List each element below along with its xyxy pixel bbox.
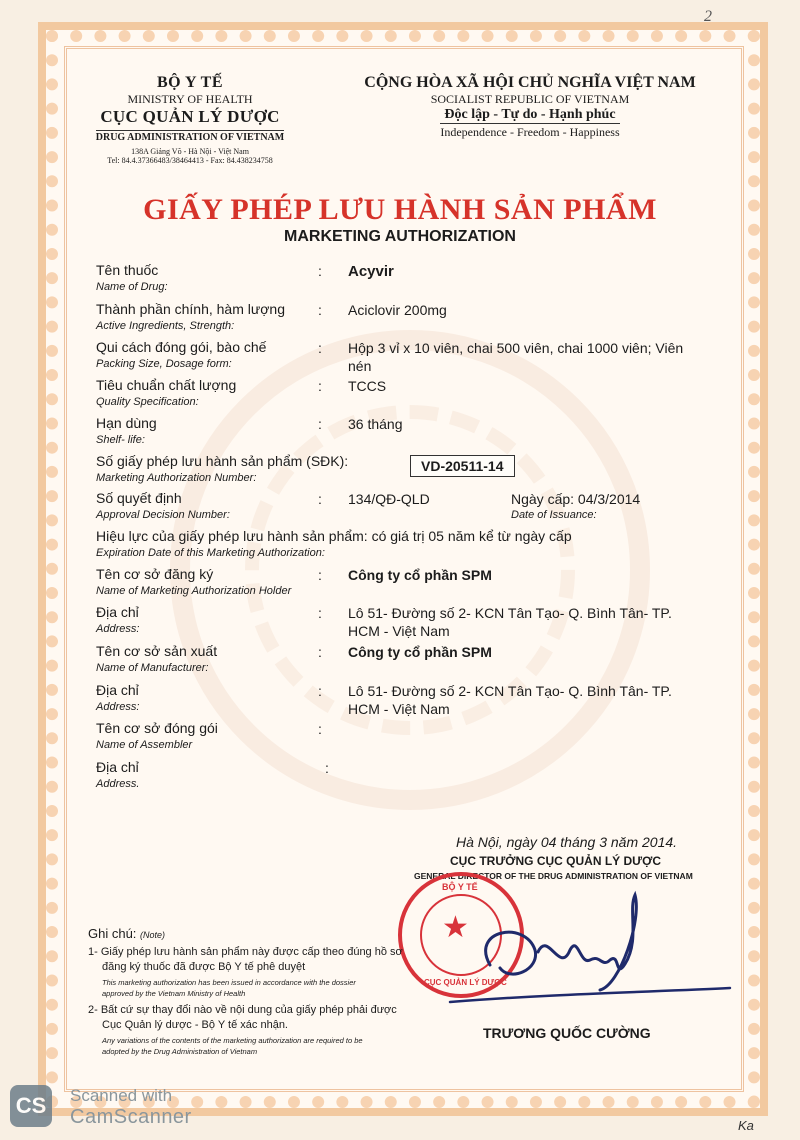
validity-label-en: Expiration Date of this Marketing Authorization: xyxy=(96,547,325,559)
colon: : xyxy=(318,416,322,432)
assembler-address-label-en: Address. xyxy=(96,778,140,790)
motto-en: Independence - Freedom - Happiness xyxy=(440,125,620,139)
issue-date-en: Date of Issuance: xyxy=(511,509,597,521)
scanner-line2: CamScanner xyxy=(70,1106,192,1128)
colon: : xyxy=(318,491,322,507)
colon: : xyxy=(318,378,322,394)
colon: : xyxy=(325,760,329,776)
validity-label: Hiệu lực của giấy phép lưu hành sản phẩm: có giá trị 05 năm kể từ ngày cấp xyxy=(96,528,572,544)
ingredients-value: Aciclovir 200mg xyxy=(348,302,447,318)
manufacturer-label-en: Name of Manufacturer: xyxy=(96,662,209,674)
colon: : xyxy=(318,644,322,660)
reg-number-label-en: Marketing Authorization Number: xyxy=(96,472,257,484)
dept-vi: CỤC QUẢN LÝ DƯỢC xyxy=(100,107,280,126)
colon: : xyxy=(318,721,322,737)
note2-line2: Cục Quản lý dược - Bộ Y tế xác nhận. xyxy=(102,1019,288,1031)
packing-value-line1: Hộp 3 vỉ x 10 viên, chai 500 viên, chai 1000 viên; Viên xyxy=(348,340,684,356)
notes-heading-en: (Note) xyxy=(140,930,166,940)
page-number: 2 xyxy=(704,8,712,25)
colon: : xyxy=(318,605,322,621)
holder-address-line2: HCM - Việt Nam xyxy=(348,623,450,639)
manufacturer-address-label: Địa chỉ xyxy=(96,682,139,698)
manufacturer-value: Công ty cổ phần SPM xyxy=(348,644,492,660)
issuer-phone: Tel: 84.4.37366483/38464413 - Fax: 84.438234758 xyxy=(107,156,273,165)
note2-en-line2: adopted by the Drug Administration of Vietnam xyxy=(102,1047,258,1056)
assembler-label-en: Name of Assembler xyxy=(96,739,193,751)
manufacturer-address-label-en: Address: xyxy=(96,701,140,713)
scanner-line1: Scanned with xyxy=(70,1086,173,1105)
holder-address-label-en: Address: xyxy=(96,623,140,635)
reg-number-label: Số giấy phép lưu hành sản phẩm (SĐK): xyxy=(96,453,349,469)
colon: : xyxy=(318,340,322,356)
dept-en: DRUG ADMINISTRATION OF VIETNAM xyxy=(95,132,285,143)
holder-value: Công ty cổ phần SPM xyxy=(348,567,492,583)
motto-vi: Độc lập - Tự do - Hạnh phúc xyxy=(444,107,616,122)
colon: : xyxy=(318,302,322,318)
drug-name-label: Tên thuốc xyxy=(96,262,159,278)
document-subtitle: MARKETING AUTHORIZATION xyxy=(284,228,516,245)
note1-en-line2: approved by the Vietnam Ministry of Health xyxy=(102,989,246,998)
packing-label-en: Packing Size, Dosage form: xyxy=(96,358,232,370)
initials: Ka xyxy=(738,1118,754,1133)
republic-vi: CỘNG HÒA XÃ HỘI CHỦ NGHĨA VIỆT NAM xyxy=(364,74,696,91)
note1-en-line1: This marketing authorization has been issued in accordance with the dossier xyxy=(102,978,356,987)
quality-label-en: Quality Specification: xyxy=(96,396,199,408)
colon: : xyxy=(318,263,322,279)
issue-date: Ngày cấp: 04/3/2014 xyxy=(511,491,641,507)
shelf-life-value: 36 tháng xyxy=(348,416,403,432)
holder-label: Tên cơ sở đăng ký xyxy=(96,566,214,582)
quality-label: Tiêu chuẩn chất lượng xyxy=(96,377,237,393)
stamp-top-text: BỘ Y TẾ xyxy=(442,882,478,892)
signer-title-vi: CỤC TRƯỞNG CỤC QUẢN LÝ DƯỢC xyxy=(450,854,662,868)
quality-value: TCCS xyxy=(348,378,387,394)
document-title: GIẤY PHÉP LƯU HÀNH SẢN PHẨM xyxy=(143,193,657,226)
colon: : xyxy=(318,567,322,583)
notes-heading-vi: Ghi chú: xyxy=(88,926,137,941)
colon: : xyxy=(318,683,322,699)
decision-label-en: Approval Decision Number: xyxy=(96,509,230,521)
packing-value-line2: nén xyxy=(348,358,372,374)
ministry-en: MINISTRY OF HEALTH xyxy=(127,92,253,106)
holder-address-label: Địa chỉ xyxy=(96,604,139,620)
republic-en: SOCIALIST REPUBLIC OF VIETNAM xyxy=(430,92,630,106)
place-date: Hà Nội, ngày 04 tháng 3 năm 2014. xyxy=(456,834,678,850)
signer-title-en: GENERAL DIRECTOR OF THE DRUG ADMINISTRATION OF VIETNAM xyxy=(414,871,693,881)
ministry-vi: BỘ Y TẾ xyxy=(156,74,224,91)
note2-line1: 2- Bất cứ sự thay đổi nào về nội dung của giấy phép phải được xyxy=(88,1004,397,1016)
signer-name: TRƯƠNG QUỐC CƯỜNG xyxy=(483,1025,651,1041)
shelf-life-label: Hạn dùng xyxy=(96,415,157,431)
assembler-address-label: Địa chỉ xyxy=(96,759,139,775)
decision-label: Số quyết định xyxy=(96,490,182,506)
assembler-label: Tên cơ sở đóng gói xyxy=(96,720,218,736)
reg-number-box: VD-20511-14 xyxy=(410,455,515,477)
stamp-bottom-text: CỤC QUẢN LÝ DƯỢC xyxy=(424,978,507,987)
notes-heading xyxy=(88,926,165,941)
holder-label-en: Name of Marketing Authorization Holder xyxy=(96,585,292,597)
republic-header xyxy=(350,74,710,141)
manufacturer-label: Tên cơ sở sản xuất xyxy=(96,643,218,659)
issuer-header xyxy=(80,74,300,165)
shelf-life-label-en: Shelf- life: xyxy=(96,434,145,446)
manufacturer-address-line2: HCM - Việt Nam xyxy=(348,701,450,717)
camscanner-logo-icon: CS xyxy=(10,1085,52,1127)
manufacturer-address-line1: Lô 51- Đường số 2- KCN Tân Tạo- Q. Bình Tân- TP. xyxy=(348,683,672,699)
star-icon: ★ xyxy=(442,911,469,944)
holder-address-line1: Lô 51- Đường số 2- KCN Tân Tạo- Q. Bình Tân- TP. xyxy=(348,605,672,621)
issuer-address: 138A Giảng Võ - Hà Nội - Việt Nam xyxy=(131,147,249,156)
ingredients-label: Thành phần chính, hàm lượng xyxy=(96,301,286,317)
drug-name-value: Acyvir xyxy=(348,263,394,280)
drug-name-label-en: Name of Drug: xyxy=(96,281,168,293)
packing-label: Qui cách đóng gói, bào chế xyxy=(96,339,267,355)
note1-line1: 1- Giấy phép lưu hành sản phẩm này được cấp theo đúng hồ sơ xyxy=(88,946,403,958)
note2-en-line1: Any variations of the contents of the marketing authorization are required to be xyxy=(102,1036,363,1045)
note1-line2: đăng ký thuốc đã được Bộ Y tế phê duyệt xyxy=(102,961,306,973)
handwritten-signature xyxy=(430,890,750,1010)
ingredients-label-en: Active Ingredients, Strength: xyxy=(96,320,235,332)
decision-value: 134/QĐ-QLD xyxy=(348,491,430,507)
